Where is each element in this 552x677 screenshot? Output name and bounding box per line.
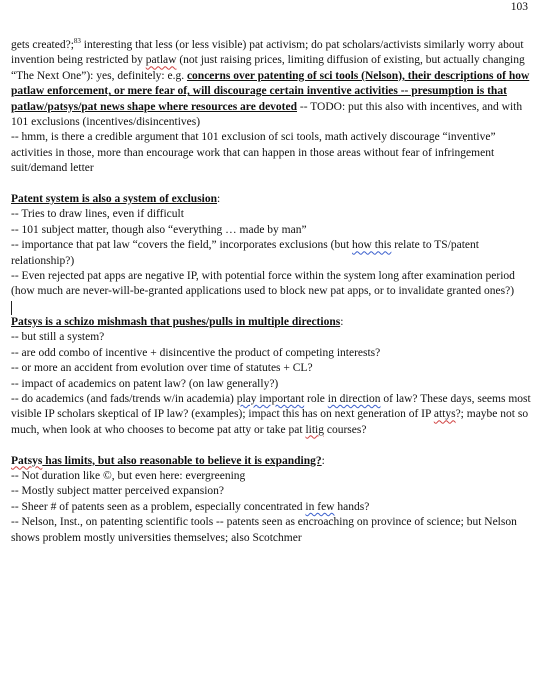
text-run: interesting that less (or less visible) pat activism; do pat scholars/activists similarly worry about invention being restricted by bbox=[11, 39, 524, 67]
list-item: -- 101 subject matter, though also “everything … made by man” bbox=[11, 223, 307, 236]
text-run: of law? These days, seems most visible IP scholars skeptical of IP law? (examples); impact this has on next generation of IP bbox=[11, 392, 531, 421]
grammar-flag[interactable]: play important bbox=[236, 392, 305, 405]
list-item: -- Even rejected pat apps are negative IP, with potential force within the system long after examination period (how much are never-will-be-granted applications used to block new pat apps, or to invalidate granted ones?) bbox=[11, 270, 515, 298]
heading-text: Patent system is also a system of exclusion bbox=[11, 193, 218, 206]
text-run: (not just raising prices, limiting diffusion of existing, but actually changing “The Next One”): yes, definitely: e.g. bbox=[11, 54, 525, 82]
blank-line bbox=[11, 438, 536, 453]
list-item: -- Tries to draw lines, even if difficult bbox=[11, 208, 184, 221]
text-run: -- Sheer # of patents seen as a problem, especially concentrated bbox=[11, 500, 306, 513]
text-run: -- TODO: put this also with incentives, and with 101 exclusions (incentives/disincentives) bbox=[11, 100, 523, 129]
list-item: -- but still a system? bbox=[11, 331, 105, 344]
text-run: role bbox=[304, 392, 328, 405]
paragraph-101-exclusion: -- hmm, is there a credible argument that 101 exclusion of sci tools, math actively discourage “inventive” activities in those, more than encourage work that can happen in those areas without fear of infringement suit/demand letter bbox=[11, 131, 496, 175]
document-body[interactable] bbox=[11, 38, 536, 546]
list-item bbox=[11, 500, 536, 515]
list-item: -- Mostly subject matter perceived expansion? bbox=[11, 485, 224, 498]
bold-underlined-text: concerns over patenting of sci tools (Nelson), their descriptions of how patlaw enforcement, or mere fear of, will discourage certain inventive activities -- presumption is that patlaw/patsys/pat news shape where resources are devoted bbox=[11, 69, 530, 113]
heading-colon: : bbox=[340, 315, 344, 328]
heading-colon: : bbox=[321, 454, 325, 467]
text-run: ?; maybe not so much, when look at who chooses to become pat atty or take pat bbox=[11, 408, 529, 436]
text-cursor bbox=[11, 301, 12, 315]
grammar-flag[interactable]: how this bbox=[352, 239, 392, 252]
blank-line bbox=[11, 177, 536, 192]
text-run: -- importance that pat law “covers the field,” incorporates exclusions (but bbox=[11, 239, 353, 252]
grammar-flag[interactable]: in few bbox=[305, 500, 335, 513]
spelling-flag[interactable]: patlaw bbox=[145, 54, 177, 67]
paragraph-patlaw-invention bbox=[11, 38, 536, 130]
text-run: relate to TS/patent relationship?) bbox=[11, 239, 479, 267]
section-heading-limits bbox=[11, 454, 536, 469]
section-heading-schizo bbox=[11, 315, 536, 330]
spelling-flag[interactable]: Patsys bbox=[11, 454, 43, 467]
list-item: -- Nelson, Inst., on patenting scientific tools -- patents seen as encroaching on province of science; but Nelson shows problem mostly universities themselves; also Scotchmer bbox=[11, 516, 517, 544]
footnote-ref[interactable]: 83 bbox=[73, 37, 81, 46]
text-run: -- do academics (and fads/trends w/in academia) bbox=[11, 392, 237, 405]
list-item bbox=[11, 392, 536, 438]
text-run: hands? bbox=[334, 500, 370, 513]
heading-text: has limits, but also reasonable to believe it is expanding? bbox=[42, 454, 322, 467]
heading-colon: : bbox=[217, 193, 221, 206]
list-item: -- are odd combo of incentive + disincentive the product of competing interests? bbox=[11, 346, 381, 359]
spelling-flag[interactable]: litig bbox=[305, 423, 324, 436]
list-item: -- impact of academics on patent law? (on law generally?) bbox=[11, 377, 279, 390]
page-number: 103 bbox=[510, 1, 528, 13]
spelling-flag[interactable]: attys bbox=[433, 408, 456, 421]
text-run: courses? bbox=[323, 423, 367, 436]
text-run: gets created?; bbox=[11, 39, 74, 51]
grammar-flag[interactable]: in direction bbox=[327, 392, 381, 405]
list-item: -- or more an accident from evolution over time of statutes + CL? bbox=[11, 362, 313, 375]
list-item: -- Not duration like ©, but even here: evergreening bbox=[11, 469, 246, 482]
list-item bbox=[11, 238, 536, 269]
heading-text: Patsys is a schizo mishmash that pushes/pulls in multiple directions bbox=[11, 315, 341, 328]
section-heading-exclusion bbox=[11, 192, 536, 207]
